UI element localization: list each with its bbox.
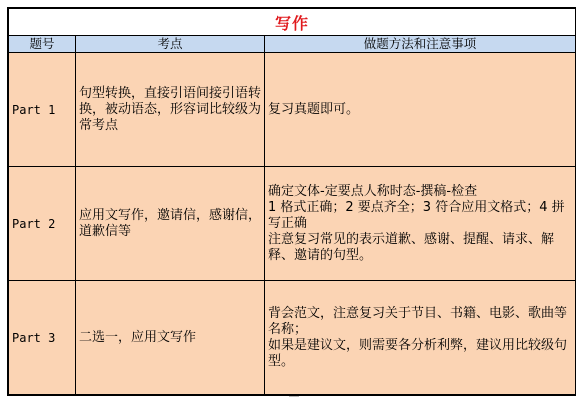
part-number: Part 1	[9, 53, 76, 167]
part-number: Part 2	[9, 167, 76, 281]
title-row	[9, 9, 576, 36]
header-test-points: 考点	[76, 36, 265, 53]
method-line: 确定文体-定要点人称时态-撰稿-检查	[268, 183, 478, 199]
header-question-number: 题号	[9, 36, 76, 53]
test-points-cell: 应用文写作，邀请信，感谢信，道歉信等	[76, 167, 265, 281]
method-cell	[265, 281, 576, 395]
method-cell	[265, 53, 576, 167]
test-points-cell: 二选一，应用文写作	[76, 281, 265, 395]
table-title: 写作	[9, 9, 576, 36]
header-method-notes: 做题方法和注意事项	[265, 36, 576, 53]
method-line: 复习真题即可。	[268, 101, 360, 117]
method-line: 1 格式正确；2 要点齐全；3 符合应用文格式；4 拼写正确	[268, 199, 565, 231]
table-row-part3	[9, 281, 576, 395]
test-points-cell: 句型转换，直接引语间接引语转换，被动语态，形容词比较级为常考点	[76, 53, 265, 167]
header-row	[9, 36, 576, 53]
method-line: 如果是建议文，则需要各分析利弊，建议用比较级句型。	[268, 337, 568, 369]
method-line: 背会范文，注意复习关于节目、书籍、电影、歌曲等名称；	[268, 305, 568, 337]
writing-table	[8, 8, 576, 395]
table-row-part2	[9, 167, 576, 281]
method-line: 注意复习常见的表示道歉、感谢、提醒、请求、解释、邀请的句型。	[268, 231, 555, 263]
part-number: Part 3	[9, 281, 76, 395]
writing-table-container	[7, 7, 576, 396]
method-cell	[265, 167, 576, 281]
page-fragment-mark	[289, 396, 299, 399]
table-row-part1	[9, 53, 576, 167]
